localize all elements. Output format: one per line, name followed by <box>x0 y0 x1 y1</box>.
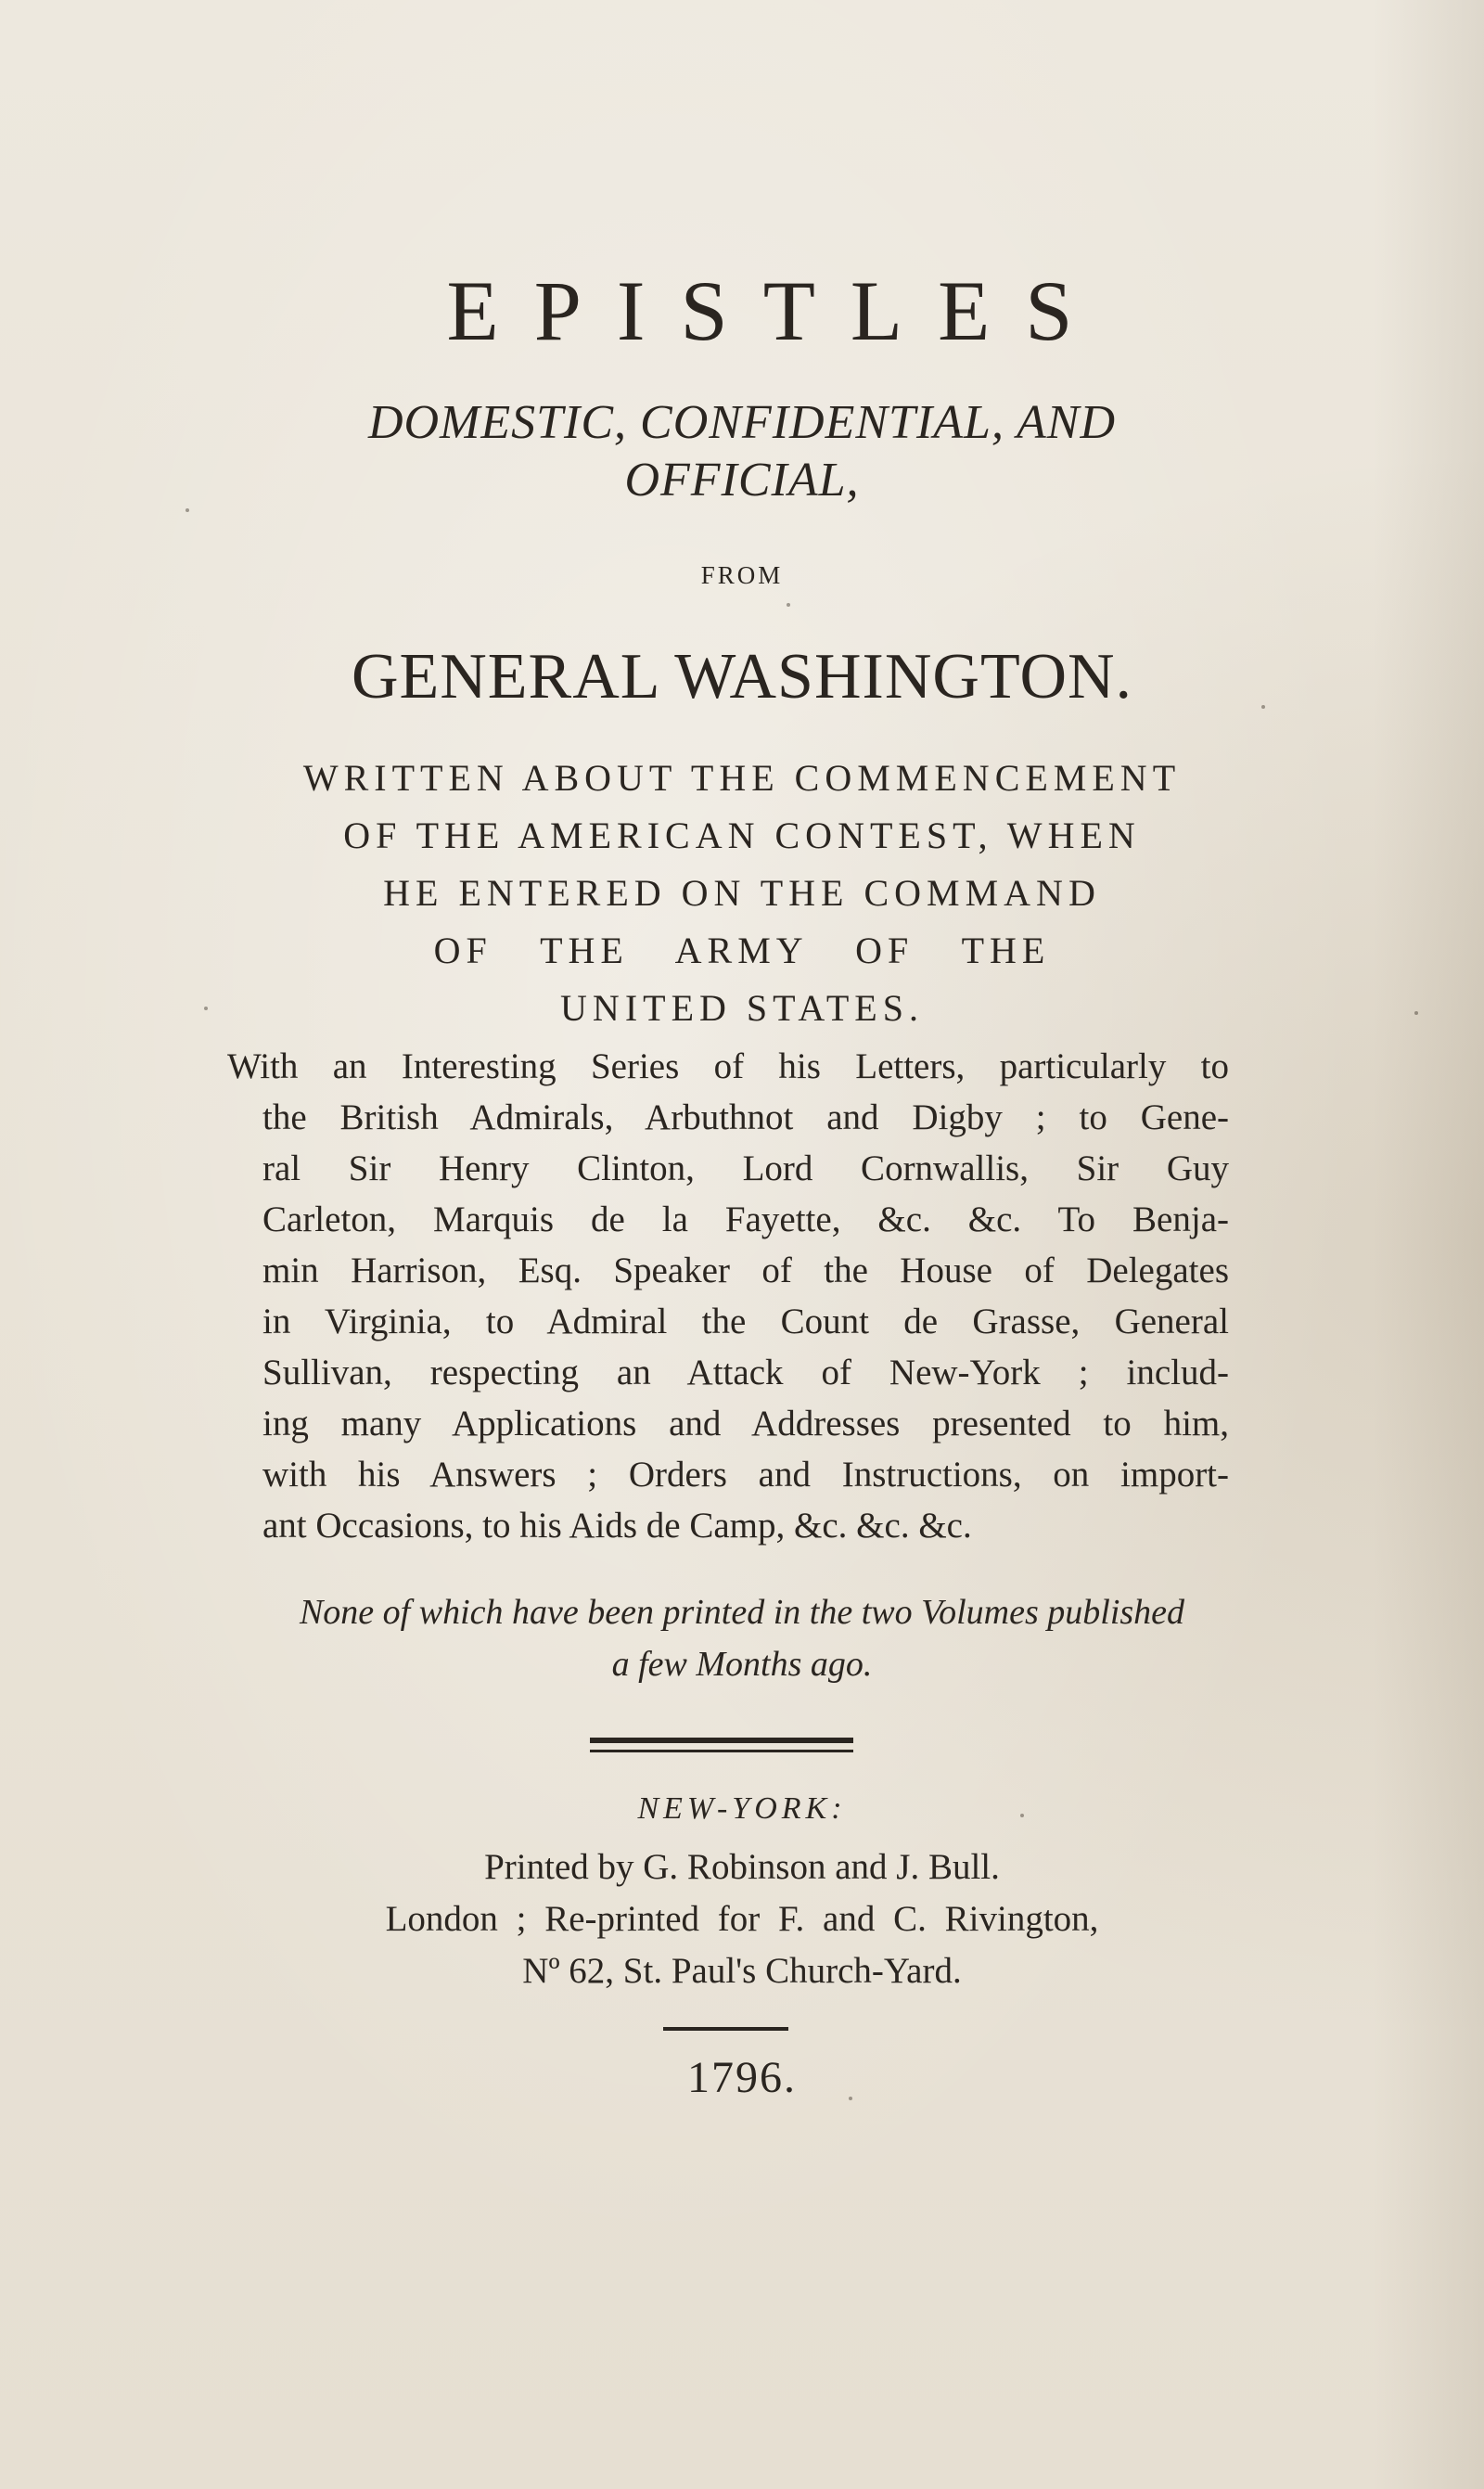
contents-line: ing many Applications and Addresses presented to him, <box>262 1404 1229 1443</box>
book-title: EPISTLES <box>446 263 1108 358</box>
double-rule-divider <box>590 1738 853 1752</box>
imprint-printers: Printed by G. Robinson and J. Bull. <box>484 1847 1000 1887</box>
publication-note <box>0 1586 1484 1690</box>
from-label: FROM <box>700 561 784 589</box>
description-line: OF THE ARMY OF THE <box>433 930 1051 971</box>
contents-paragraph <box>227 1041 1229 1551</box>
contents-line: in Virginia, to Admiral the Count de Grasse, General <box>262 1302 1229 1341</box>
subtitle-line: DOMESTIC, CONFIDENTIAL, AND <box>367 396 1117 449</box>
contents-line: with his Answers ; Orders and Instructions, on import- <box>262 1455 1229 1495</box>
paper-speck <box>787 603 790 607</box>
contents-line: ant Occasions, to his Aids de Camp, &c. &c. &c. <box>262 1506 972 1546</box>
contents-line: Carleton, Marquis de la Fayette, &c. &c. To Benja- <box>262 1200 1229 1239</box>
contents-line: With an Interesting Series of his Letters, particularly to <box>227 1046 1229 1086</box>
author-name: GENERAL WASHINGTON. <box>351 641 1133 712</box>
contents-line: min Harrison, Esq. Speaker of the House of Delegates <box>262 1251 1229 1290</box>
description-block <box>0 750 1484 1037</box>
contents-line: Sullivan, respecting an Attack of New-York ; includ- <box>262 1353 1229 1392</box>
description-line: WRITTEN ABOUT THE COMMENCEMENT <box>302 757 1182 799</box>
imprint-reprint: London ; Re-printed for F. and C. Rivington, <box>385 1899 1099 1939</box>
page-edge-shadow <box>1373 0 1484 2489</box>
publication-year: 1796. <box>687 2053 797 2102</box>
description-line: UNITED STATES. <box>560 987 924 1029</box>
contents-line: the British Admirals, Arbuthnot and Digby ; to Gene- <box>262 1097 1229 1137</box>
note-line: a few Months ago. <box>611 1645 873 1684</box>
note-line: None of which have been printed in the two Volumes published <box>299 1593 1185 1632</box>
subtitle-line: OFFICIAL, <box>624 454 860 507</box>
imprint-city: NEW-YORK: <box>637 1791 847 1826</box>
single-rule-divider <box>663 2027 788 2031</box>
imprint-block <box>0 1841 1484 1997</box>
imprint-address: Nº 62, St. Paul's Church-Yard. <box>522 1951 962 1991</box>
book-subtitle <box>0 394 1484 509</box>
description-line: OF THE AMERICAN CONTEST, WHEN <box>343 815 1141 856</box>
contents-line: ral Sir Henry Clinton, Lord Cornwallis, Sir Guy <box>262 1148 1229 1188</box>
description-line: HE ENTERED ON THE COMMAND <box>383 872 1101 914</box>
